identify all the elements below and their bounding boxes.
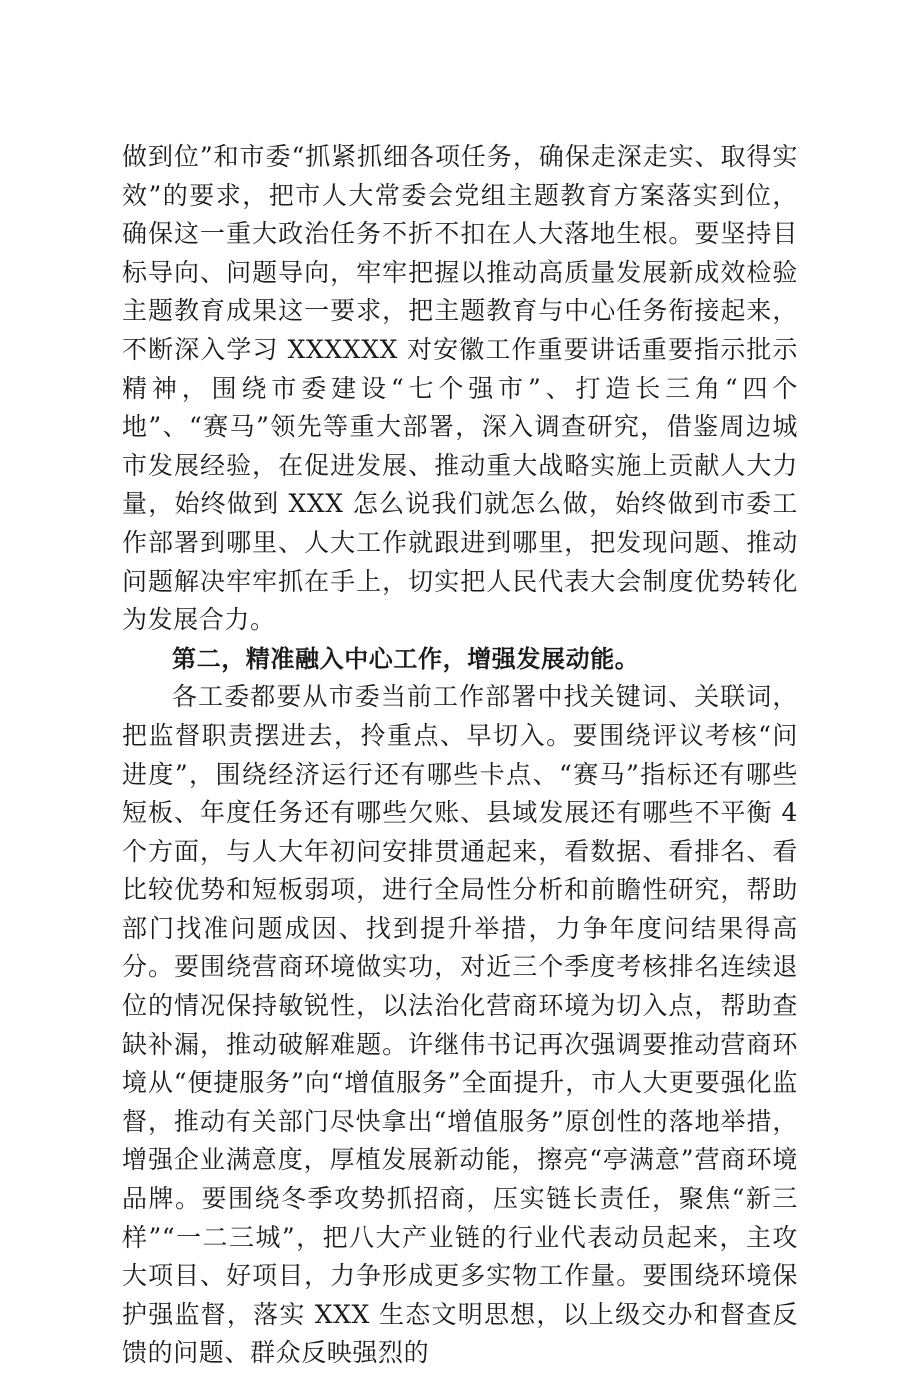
paragraph-continued: 做到位”和市委“抓紧抓细各项任务，确保走深走实、取得实效”的要求，把市人大常委会党组主题教育方案落实到位，确保这一重大政治任务不折不扣在人大落地生根。要坚持目标导向、问题导向，牢牢把握以推动高质量发展新成效检验主题教育成果这一要求，把主题教育与中心任务衔接起来，不断深入学习 XXXXXX 对安徽工作重要讲话重要指示批示精神，围绕市委建设“七个强市”、打造长三角“四个地”、“赛马”领先等重大部署，深入调查研究，借鉴周边城市发展经验，在促进发展、推动重大战略实施上贡献人大力量，始终做到 XXX 怎么说我们就怎么做，始终做到市委工作部署到哪里、人大工作就跟进到哪里，把发现问题、推动问题解决牢牢抓在手上，切实把人民代表大会制度优势转化为发展合力。 — [122, 142, 798, 635]
paragraph-body: 各工委都要从市委当前工作部署中找关键词、关联词，把监督职责摆进去，拎重点、早切入。要围绕评议考核“问进度”，围绕经济运行还有哪些卡点、“赛马”指标还有哪些短板、年度任务还有哪些欠账、县域发展还有哪些不平衡 4 个方面，与人大年初问安排贯通起来，看数据、看排名、看比较优势和短板弱项，进行全局性分析和前瞻性研究，帮助部门找准问题成因、找到提升举措，力争年度问结果得高分。要围绕营商环境做实功，对近三个季度考核排名连续退位的情况保持敏锐性，以法治化营商环境为切入点，帮助查缺补漏，推动破解难题。许继伟书记再次强调要推动营商环境从“便捷服务”向“增值服务”全面提升，市人大更要强化监督，推动有关部门尽快拿出“增值服务”原创性的落地举措，增强企业满意度，厚植发展新动能，擦亮“亭满意”营商环境品牌。要围绕冬季攻势抓招商，压实链长责任，聚焦“新三样”“一二三城”，把八大产业链的行业代表动员起来，主攻大项目、好项目，力争形成更多实物工作量。要围绕环境保护强监督，落实 XXX 生态文明思想，以上级交办和督查反馈的问题、群众反映强烈的 — [122, 682, 798, 1368]
section-heading: 第二，精准融入中心工作，增强发展动能。 — [172, 644, 640, 673]
document-body — [122, 138, 798, 1373]
